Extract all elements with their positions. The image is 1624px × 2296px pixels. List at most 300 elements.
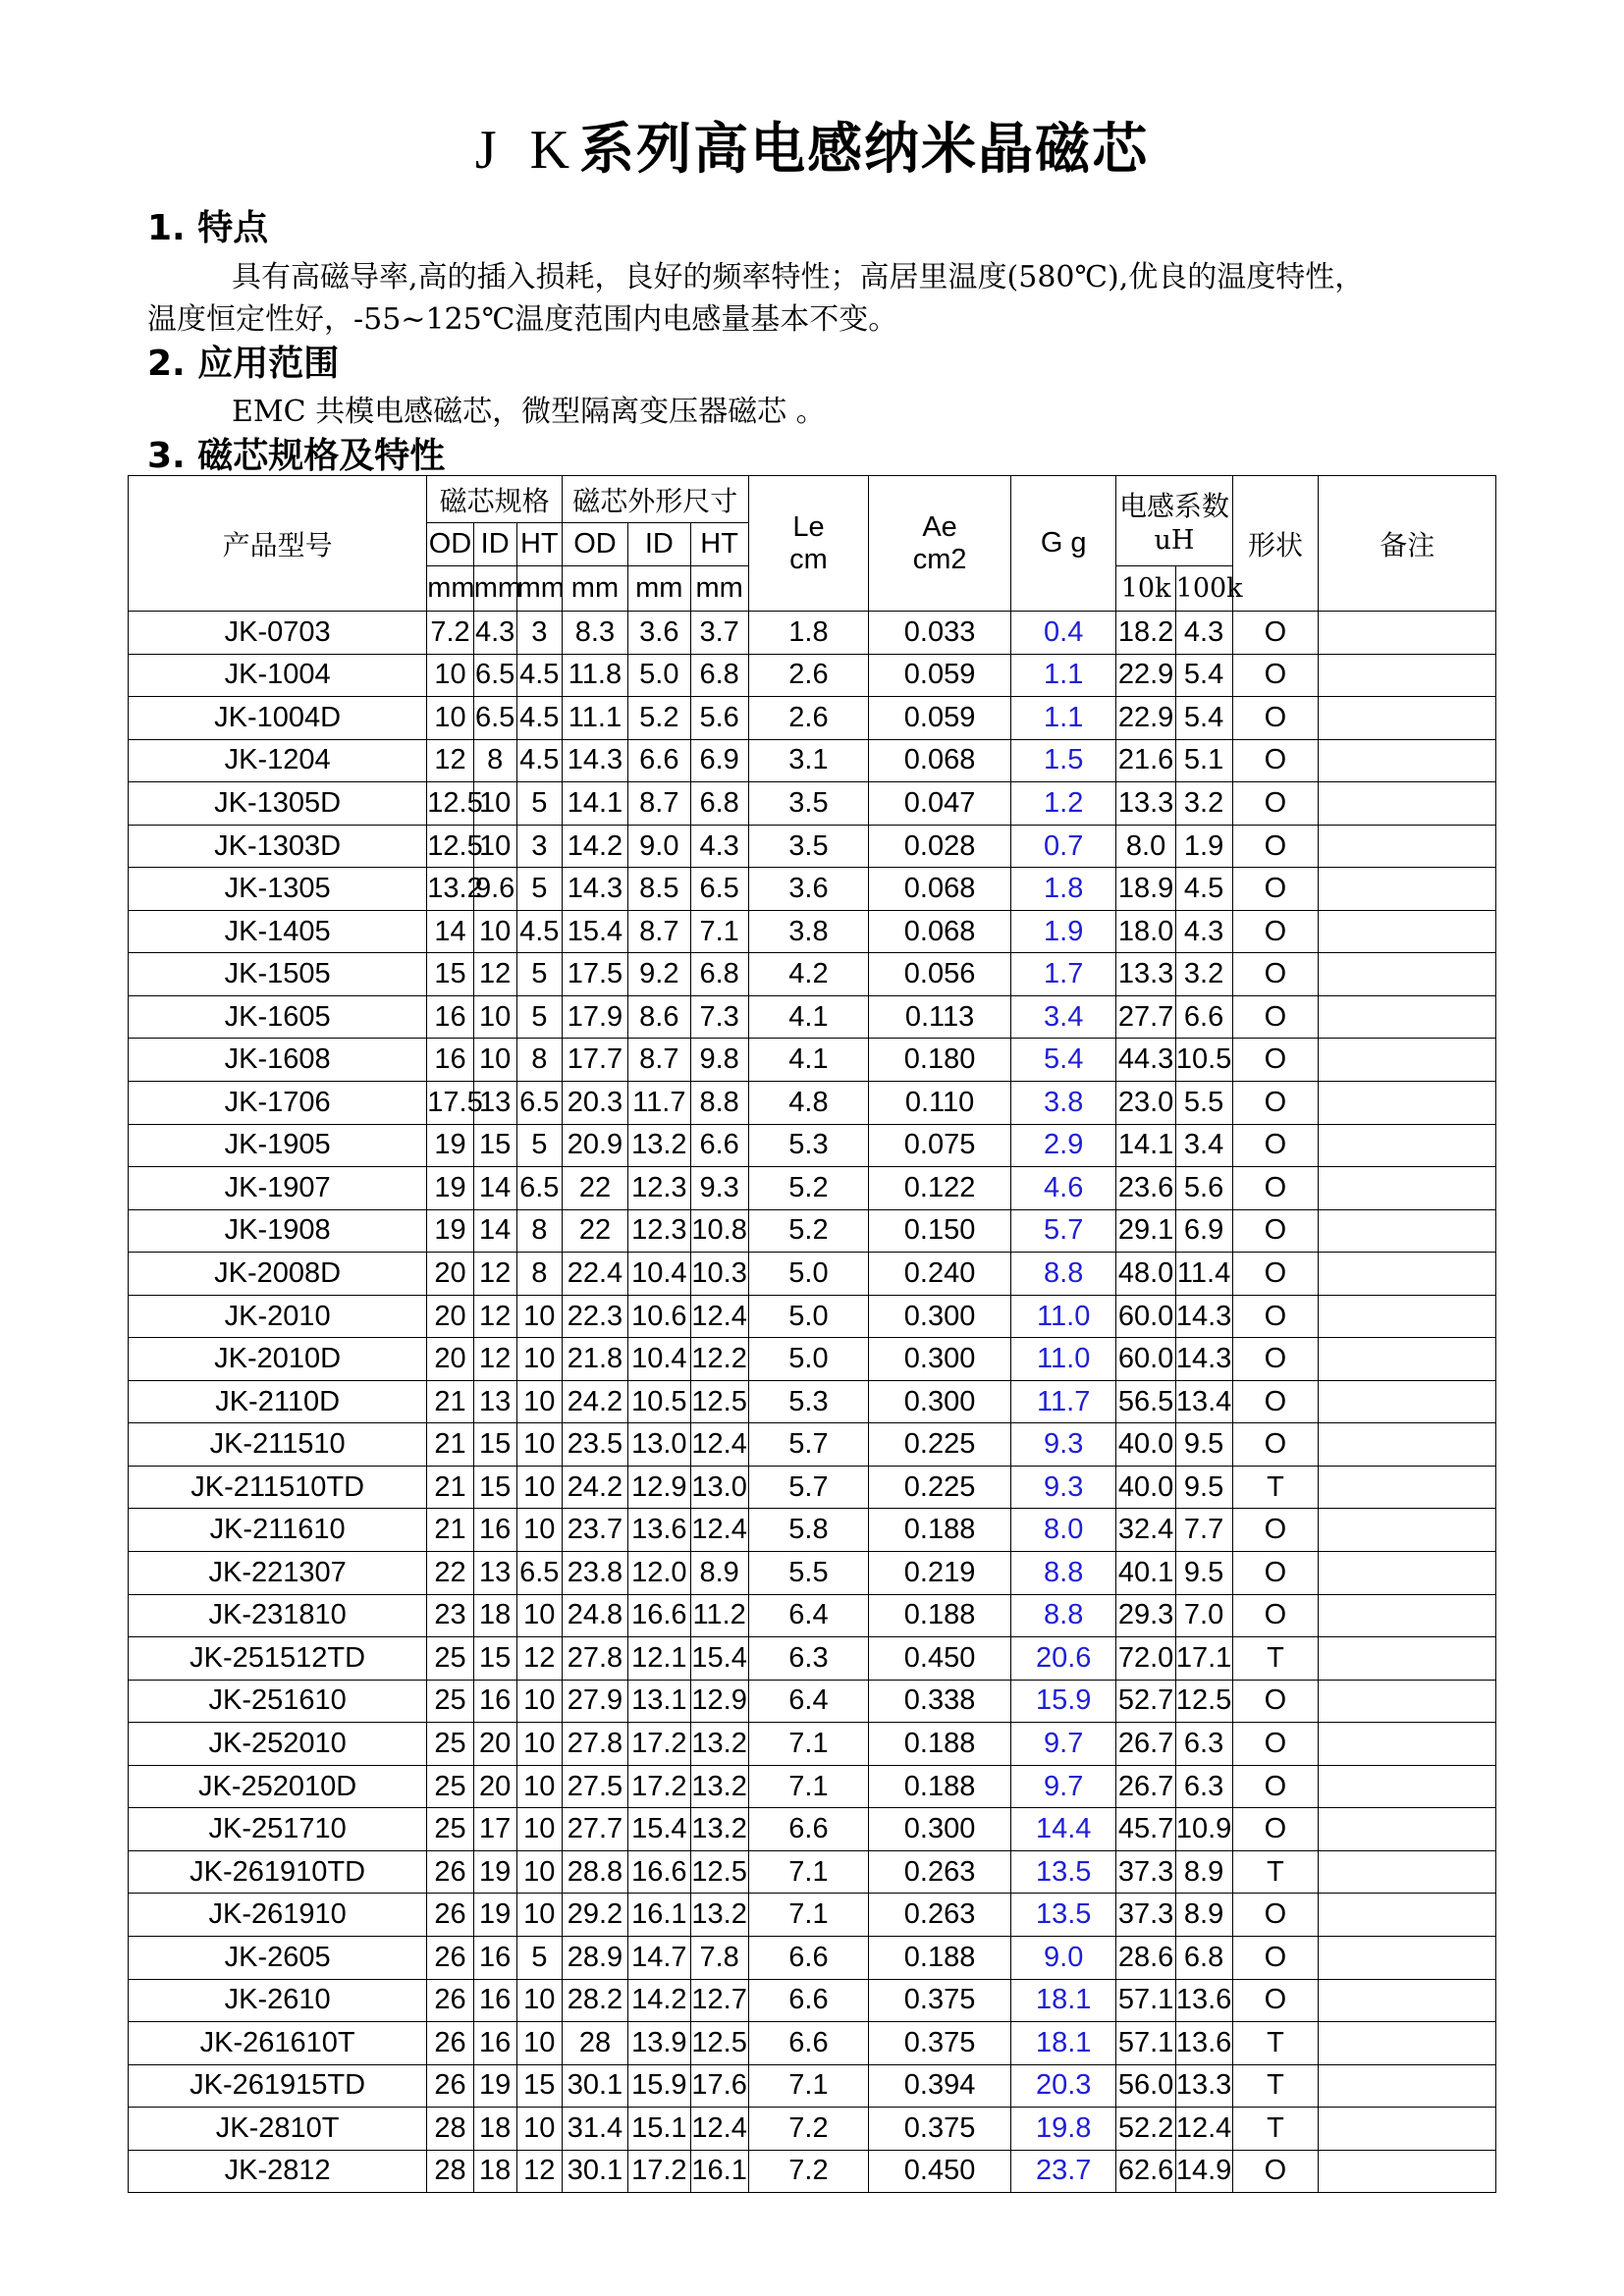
cell-le: 5.0 xyxy=(748,1295,869,1338)
cell-ae: 0.075 xyxy=(869,1124,1011,1167)
cell-ae: 0.263 xyxy=(869,1894,1011,1937)
cell-inductance-10k: 21.6 xyxy=(1116,739,1175,782)
cell-ae: 0.188 xyxy=(869,1936,1011,1979)
cell-outer-id: 15.1 xyxy=(628,2108,691,2151)
cell-le: 6.4 xyxy=(748,1594,869,1637)
cell-inductance-10k: 28.6 xyxy=(1116,1936,1175,1979)
cell-od: 25 xyxy=(427,1808,473,1851)
cell-inductance-100k: 14.3 xyxy=(1175,1338,1232,1381)
cell-g: 3.4 xyxy=(1010,995,1116,1039)
cell-remark xyxy=(1319,782,1496,826)
table-row xyxy=(129,1936,1496,1979)
cell-outer-ht: 12.4 xyxy=(690,1509,748,1552)
cell-od: 12.5 xyxy=(427,782,473,826)
cell-inductance-100k: 10.5 xyxy=(1175,1039,1232,1082)
table-row xyxy=(129,1082,1496,1125)
cell-g: 11.0 xyxy=(1010,1295,1116,1338)
cell-remark xyxy=(1319,1936,1496,1979)
cell-le: 4.1 xyxy=(748,995,869,1039)
cell-shape: O xyxy=(1232,953,1319,996)
cell-id: 17 xyxy=(473,1808,516,1851)
cell-remark xyxy=(1319,1850,1496,1894)
cell-id: 10 xyxy=(473,825,516,868)
cell-ht: 6.5 xyxy=(516,1552,562,1595)
cell-shape: O xyxy=(1232,1765,1319,1808)
cell-inductance-100k: 13.3 xyxy=(1175,2064,1232,2108)
cell-model: JK-2008D xyxy=(129,1253,427,1296)
cell-g: 11.0 xyxy=(1010,1338,1116,1381)
cell-g: 20.6 xyxy=(1010,1637,1116,1681)
cell-inductance-10k: 44.3 xyxy=(1116,1039,1175,1082)
header-unit-mm: mm xyxy=(690,566,748,612)
table-row xyxy=(129,1680,1496,1723)
table-row xyxy=(129,953,1496,996)
cell-outer-id: 12.3 xyxy=(628,1209,691,1253)
cell-remark xyxy=(1319,868,1496,911)
cell-shape: O xyxy=(1232,1338,1319,1381)
cell-outer-id: 14.7 xyxy=(628,1936,691,1979)
cell-outer-ht: 12.2 xyxy=(690,1338,748,1381)
cell-id: 10 xyxy=(473,995,516,1039)
header-id: ID xyxy=(473,523,516,566)
table-row xyxy=(129,1765,1496,1808)
cell-outer-id: 6.6 xyxy=(628,739,691,782)
cell-ht: 6.5 xyxy=(516,1082,562,1125)
cell-ht: 10 xyxy=(516,1338,562,1381)
cell-g: 11.7 xyxy=(1010,1380,1116,1423)
cell-ht: 5 xyxy=(516,782,562,826)
cell-g: 1.2 xyxy=(1010,782,1116,826)
cell-outer-od: 22.3 xyxy=(562,1295,627,1338)
cell-ae: 0.300 xyxy=(869,1295,1011,1338)
cell-g: 9.7 xyxy=(1010,1765,1116,1808)
cell-shape: O xyxy=(1232,1253,1319,1296)
cell-remark xyxy=(1319,1680,1496,1723)
cell-outer-id: 10.4 xyxy=(628,1253,691,1296)
cell-le: 6.6 xyxy=(748,1808,869,1851)
cell-outer-id: 14.2 xyxy=(628,1979,691,2022)
cell-g: 1.8 xyxy=(1010,868,1116,911)
cell-remark xyxy=(1319,739,1496,782)
cell-inductance-10k: 29.3 xyxy=(1116,1594,1175,1637)
cell-inductance-100k: 13.6 xyxy=(1175,2022,1232,2065)
cell-inductance-100k: 4.5 xyxy=(1175,868,1232,911)
cell-id: 20 xyxy=(473,1723,516,1766)
header-unit-mm: mm xyxy=(427,566,473,612)
cell-outer-ht: 6.8 xyxy=(690,654,748,697)
cell-model: JK-2010D xyxy=(129,1338,427,1381)
cell-model: JK-1908 xyxy=(129,1209,427,1253)
cell-od: 13.2 xyxy=(427,868,473,911)
cell-g: 18.1 xyxy=(1010,2022,1116,2065)
cell-shape: O xyxy=(1232,1594,1319,1637)
cell-remark xyxy=(1319,1209,1496,1253)
cell-inductance-100k: 3.2 xyxy=(1175,782,1232,826)
cell-remark xyxy=(1319,697,1496,740)
cell-ht: 8 xyxy=(516,1253,562,1296)
cell-outer-od: 28.9 xyxy=(562,1936,627,1979)
table-row xyxy=(129,697,1496,740)
cell-ae: 0.375 xyxy=(869,1979,1011,2022)
cell-ae: 0.188 xyxy=(869,1509,1011,1552)
cell-inductance-100k: 5.1 xyxy=(1175,739,1232,782)
cell-le: 7.2 xyxy=(748,2108,869,2151)
cell-inductance-100k: 6.6 xyxy=(1175,995,1232,1039)
cell-outer-od: 27.8 xyxy=(562,1637,627,1681)
cell-inductance-100k: 9.5 xyxy=(1175,1423,1232,1467)
cell-model: JK-251710 xyxy=(129,1808,427,1851)
cell-ht: 5 xyxy=(516,953,562,996)
cell-outer-id: 8.7 xyxy=(628,782,691,826)
cell-ae: 0.375 xyxy=(869,2022,1011,2065)
cell-outer-od: 27.5 xyxy=(562,1765,627,1808)
cell-le: 7.1 xyxy=(748,1765,869,1808)
cell-id: 12 xyxy=(473,1253,516,1296)
cell-remark xyxy=(1319,1509,1496,1552)
cell-outer-ht: 17.6 xyxy=(690,2064,748,2108)
cell-g: 8.0 xyxy=(1010,1509,1116,1552)
cell-id: 18 xyxy=(473,2150,516,2193)
cell-od: 12 xyxy=(427,739,473,782)
cell-od: 10 xyxy=(427,654,473,697)
cell-ae: 0.068 xyxy=(869,910,1011,953)
cell-model: JK-1004D xyxy=(129,697,427,740)
cell-inductance-100k: 3.4 xyxy=(1175,1124,1232,1167)
cell-ae: 0.240 xyxy=(869,1253,1011,1296)
cell-model: JK-1706 xyxy=(129,1082,427,1125)
cell-remark xyxy=(1319,1380,1496,1423)
cell-inductance-100k: 6.3 xyxy=(1175,1765,1232,1808)
cell-ae: 0.394 xyxy=(869,2064,1011,2108)
cell-le: 5.0 xyxy=(748,1253,869,1296)
cell-outer-id: 12.3 xyxy=(628,1167,691,1210)
cell-inductance-10k: 32.4 xyxy=(1116,1509,1175,1552)
cell-ht: 3 xyxy=(516,612,562,655)
cell-outer-od: 28 xyxy=(562,2022,627,2065)
cell-remark xyxy=(1319,1723,1496,1766)
cell-inductance-100k: 14.9 xyxy=(1175,2150,1232,2193)
cell-ae: 0.219 xyxy=(869,1552,1011,1595)
cell-outer-od: 27.9 xyxy=(562,1680,627,1723)
cell-od: 12.5 xyxy=(427,825,473,868)
cell-remark xyxy=(1319,1979,1496,2022)
cell-outer-id: 9.0 xyxy=(628,825,691,868)
cell-shape: O xyxy=(1232,1124,1319,1167)
cell-inductance-10k: 37.3 xyxy=(1116,1850,1175,1894)
table-row xyxy=(129,1552,1496,1595)
cell-inductance-100k: 12.5 xyxy=(1175,1680,1232,1723)
cell-le: 6.3 xyxy=(748,1637,869,1681)
cell-od: 21 xyxy=(427,1466,473,1509)
cell-outer-od: 14.3 xyxy=(562,868,627,911)
cell-outer-od: 28.8 xyxy=(562,1850,627,1894)
header-le: Le cm xyxy=(748,476,869,612)
cell-ht: 10 xyxy=(516,1509,562,1552)
cell-ae: 0.068 xyxy=(869,868,1011,911)
cell-le: 7.1 xyxy=(748,1894,869,1937)
cell-shape: O xyxy=(1232,1723,1319,1766)
cell-outer-id: 13.0 xyxy=(628,1423,691,1467)
cell-model: JK-261915TD xyxy=(129,2064,427,2108)
cell-inductance-10k: 56.0 xyxy=(1116,2064,1175,2108)
cell-le: 6.6 xyxy=(748,1936,869,1979)
cell-shape: O xyxy=(1232,1680,1319,1723)
cell-outer-ht: 8.8 xyxy=(690,1082,748,1125)
section-heading-applications: 2. 应用范围 xyxy=(147,344,340,384)
cell-outer-ht: 13.2 xyxy=(690,1765,748,1808)
cell-id: 10 xyxy=(473,782,516,826)
title-cjk: 系列高电感纳米晶磁芯 xyxy=(579,118,1150,182)
applications-text: EMC 共模电感磁芯，微型隔离变压器磁芯 。 xyxy=(232,395,826,429)
cell-ae: 0.059 xyxy=(869,654,1011,697)
cell-g: 5.4 xyxy=(1010,1039,1116,1082)
cell-inductance-100k: 11.4 xyxy=(1175,1253,1232,1296)
cell-inductance-10k: 40.0 xyxy=(1116,1423,1175,1467)
cell-od: 21 xyxy=(427,1380,473,1423)
header-model: 产品型号 xyxy=(129,476,427,612)
cell-model: JK-261910 xyxy=(129,1894,427,1937)
cell-shape: O xyxy=(1232,1552,1319,1595)
header-ht-outer: HT xyxy=(690,523,748,566)
cell-model: JK-2810T xyxy=(129,2108,427,2151)
cell-le: 3.1 xyxy=(748,739,869,782)
cell-outer-id: 3.6 xyxy=(628,612,691,655)
cell-ht: 10 xyxy=(516,1680,562,1723)
table-row xyxy=(129,1509,1496,1552)
cell-outer-od: 14.1 xyxy=(562,782,627,826)
cell-remark xyxy=(1319,1552,1496,1595)
cell-remark xyxy=(1319,612,1496,655)
cell-le: 5.7 xyxy=(748,1423,869,1467)
cell-od: 25 xyxy=(427,1765,473,1808)
cell-outer-ht: 16.1 xyxy=(690,2150,748,2193)
cell-model: JK-252010 xyxy=(129,1723,427,1766)
cell-od: 21 xyxy=(427,1423,473,1467)
cell-model: JK-1608 xyxy=(129,1039,427,1082)
cell-inductance-100k: 5.4 xyxy=(1175,697,1232,740)
cell-ht: 5 xyxy=(516,1936,562,1979)
cell-ae: 0.113 xyxy=(869,995,1011,1039)
cell-remark xyxy=(1319,1466,1496,1509)
cell-outer-od: 22.4 xyxy=(562,1253,627,1296)
cell-remark xyxy=(1319,2022,1496,2065)
cell-id: 10 xyxy=(473,910,516,953)
cell-shape: O xyxy=(1232,1380,1319,1423)
cell-outer-ht: 13.2 xyxy=(690,1808,748,1851)
cell-ht: 10 xyxy=(516,1466,562,1509)
cell-outer-id: 10.4 xyxy=(628,1338,691,1381)
cell-inductance-10k: 23.6 xyxy=(1116,1167,1175,1210)
cell-od: 19 xyxy=(427,1209,473,1253)
table-row xyxy=(129,1253,1496,1296)
cell-outer-od: 20.3 xyxy=(562,1082,627,1125)
cell-inductance-100k: 12.4 xyxy=(1175,2108,1232,2151)
cell-g: 1.1 xyxy=(1010,697,1116,740)
cell-outer-ht: 10.8 xyxy=(690,1209,748,1253)
cell-outer-ht: 10.3 xyxy=(690,1253,748,1296)
cell-ae: 0.047 xyxy=(869,782,1011,826)
cell-od: 20 xyxy=(427,1253,473,1296)
table-row xyxy=(129,1423,1496,1467)
cell-outer-ht: 8.9 xyxy=(690,1552,748,1595)
cell-ae: 0.122 xyxy=(869,1167,1011,1210)
cell-g: 0.7 xyxy=(1010,825,1116,868)
cell-g: 9.3 xyxy=(1010,1466,1116,1509)
cell-ht: 10 xyxy=(516,1594,562,1637)
table-row xyxy=(129,1124,1496,1167)
cell-outer-ht: 12.4 xyxy=(690,2108,748,2151)
cell-g: 0.4 xyxy=(1010,612,1116,655)
page-title xyxy=(0,106,1624,185)
cell-outer-od: 20.9 xyxy=(562,1124,627,1167)
cell-outer-ht: 6.8 xyxy=(690,782,748,826)
cell-g: 20.3 xyxy=(1010,2064,1116,2108)
cell-ht: 4.5 xyxy=(516,654,562,697)
table-row xyxy=(129,910,1496,953)
cell-remark xyxy=(1319,995,1496,1039)
table-row xyxy=(129,782,1496,826)
cell-id: 19 xyxy=(473,1894,516,1937)
cell-inductance-10k: 56.5 xyxy=(1116,1380,1175,1423)
cell-outer-ht: 11.2 xyxy=(690,1594,748,1637)
cell-id: 16 xyxy=(473,1979,516,2022)
cell-g: 19.8 xyxy=(1010,2108,1116,2151)
header-unit-mm: mm xyxy=(628,566,691,612)
cell-ae: 0.225 xyxy=(869,1466,1011,1509)
cell-outer-ht: 12.5 xyxy=(690,2022,748,2065)
cell-shape: T xyxy=(1232,2064,1319,2108)
cell-id: 15 xyxy=(473,1124,516,1167)
cell-outer-ht: 13.2 xyxy=(690,1723,748,1766)
cell-model: JK-261910TD xyxy=(129,1850,427,1894)
cell-model: JK-1905 xyxy=(129,1124,427,1167)
cell-remark xyxy=(1319,1338,1496,1381)
cell-outer-id: 10.6 xyxy=(628,1295,691,1338)
cell-outer-id: 16.6 xyxy=(628,1594,691,1637)
cell-le: 1.8 xyxy=(748,612,869,655)
cell-shape: O xyxy=(1232,1894,1319,1937)
cell-inductance-10k: 57.1 xyxy=(1116,2022,1175,2065)
cell-inductance-10k: 52.7 xyxy=(1116,1680,1175,1723)
cell-outer-ht: 7.8 xyxy=(690,1936,748,1979)
cell-outer-id: 5.2 xyxy=(628,697,691,740)
cell-ae: 0.300 xyxy=(869,1808,1011,1851)
cell-outer-id: 5.0 xyxy=(628,654,691,697)
cell-od: 7.2 xyxy=(427,612,473,655)
cell-outer-ht: 6.8 xyxy=(690,953,748,996)
cell-outer-ht: 9.3 xyxy=(690,1167,748,1210)
header-core-spec: 磁芯规格 xyxy=(427,476,563,523)
cell-ae: 0.188 xyxy=(869,1765,1011,1808)
cell-od: 22 xyxy=(427,1552,473,1595)
cell-g: 9.0 xyxy=(1010,1936,1116,1979)
cell-outer-id: 16.1 xyxy=(628,1894,691,1937)
cell-g: 1.7 xyxy=(1010,953,1116,996)
cell-shape: O xyxy=(1232,654,1319,697)
cell-shape: O xyxy=(1232,1979,1319,2022)
cell-ht: 10 xyxy=(516,1423,562,1467)
cell-model: JK-221307 xyxy=(129,1552,427,1595)
cell-inductance-10k: 8.0 xyxy=(1116,825,1175,868)
cell-inductance-10k: 18.9 xyxy=(1116,868,1175,911)
cell-inductance-100k: 9.5 xyxy=(1175,1552,1232,1595)
cell-id: 14 xyxy=(473,1209,516,1253)
cell-inductance-100k: 4.3 xyxy=(1175,910,1232,953)
table-row xyxy=(129,739,1496,782)
table-row xyxy=(129,1167,1496,1210)
cell-ht: 12 xyxy=(516,1637,562,1681)
cell-outer-od: 27.7 xyxy=(562,1808,627,1851)
cell-outer-ht: 9.8 xyxy=(690,1039,748,1082)
cell-id: 15 xyxy=(473,1637,516,1681)
cell-outer-od: 30.1 xyxy=(562,2064,627,2108)
cell-ae: 0.300 xyxy=(869,1380,1011,1423)
cell-outer-od: 29.2 xyxy=(562,1894,627,1937)
cell-ht: 5 xyxy=(516,1124,562,1167)
cell-outer-id: 11.7 xyxy=(628,1082,691,1125)
cell-ae: 0.338 xyxy=(869,1680,1011,1723)
cell-od: 20 xyxy=(427,1295,473,1338)
cell-ht: 10 xyxy=(516,1808,562,1851)
cell-od: 23 xyxy=(427,1594,473,1637)
cell-inductance-10k: 62.6 xyxy=(1116,2150,1175,2193)
cell-outer-ht: 7.1 xyxy=(690,910,748,953)
cell-g: 1.5 xyxy=(1010,739,1116,782)
cell-outer-od: 21.8 xyxy=(562,1338,627,1381)
cell-shape: O xyxy=(1232,1167,1319,1210)
cell-shape: O xyxy=(1232,995,1319,1039)
cell-le: 5.0 xyxy=(748,1338,869,1381)
cell-g: 8.8 xyxy=(1010,1253,1116,1296)
cell-outer-id: 17.2 xyxy=(628,2150,691,2193)
table-row xyxy=(129,2064,1496,2108)
cell-shape: O xyxy=(1232,1039,1319,1082)
cell-od: 15 xyxy=(427,953,473,996)
cell-ae: 0.150 xyxy=(869,1209,1011,1253)
cell-od: 28 xyxy=(427,2150,473,2193)
cell-od: 20 xyxy=(427,1338,473,1381)
cell-ae: 0.450 xyxy=(869,1637,1011,1681)
cell-inductance-10k: 26.7 xyxy=(1116,1765,1175,1808)
cell-inductance-10k: 72.0 xyxy=(1116,1637,1175,1681)
table-row xyxy=(129,1380,1496,1423)
cell-ht: 6.5 xyxy=(516,1167,562,1210)
header-od-outer: OD xyxy=(562,523,627,566)
cell-le: 5.2 xyxy=(748,1167,869,1210)
header-ht: HT xyxy=(516,523,562,566)
cell-inductance-10k: 40.1 xyxy=(1116,1552,1175,1595)
cell-outer-od: 11.8 xyxy=(562,654,627,697)
cell-shape: O xyxy=(1232,1295,1319,1338)
cell-g: 2.9 xyxy=(1010,1124,1116,1167)
cell-od: 21 xyxy=(427,1509,473,1552)
cell-inductance-100k: 7.0 xyxy=(1175,1594,1232,1637)
table-row xyxy=(129,1979,1496,2022)
cell-outer-id: 8.6 xyxy=(628,995,691,1039)
cell-outer-od: 8.3 xyxy=(562,612,627,655)
cell-outer-ht: 4.3 xyxy=(690,825,748,868)
cell-ht: 10 xyxy=(516,1850,562,1894)
features-text-line-2: 温度恒定性好，-55~125℃温度范围内电感量基本不变。 xyxy=(147,302,898,337)
cell-le: 5.3 xyxy=(748,1380,869,1423)
cell-outer-ht: 3.7 xyxy=(690,612,748,655)
cell-id: 16 xyxy=(473,1680,516,1723)
cell-id: 15 xyxy=(473,1466,516,1509)
cell-inductance-10k: 22.9 xyxy=(1116,697,1175,740)
cell-inductance-10k: 60.0 xyxy=(1116,1295,1175,1338)
cell-model: JK-211510 xyxy=(129,1423,427,1467)
cell-remark xyxy=(1319,1039,1496,1082)
